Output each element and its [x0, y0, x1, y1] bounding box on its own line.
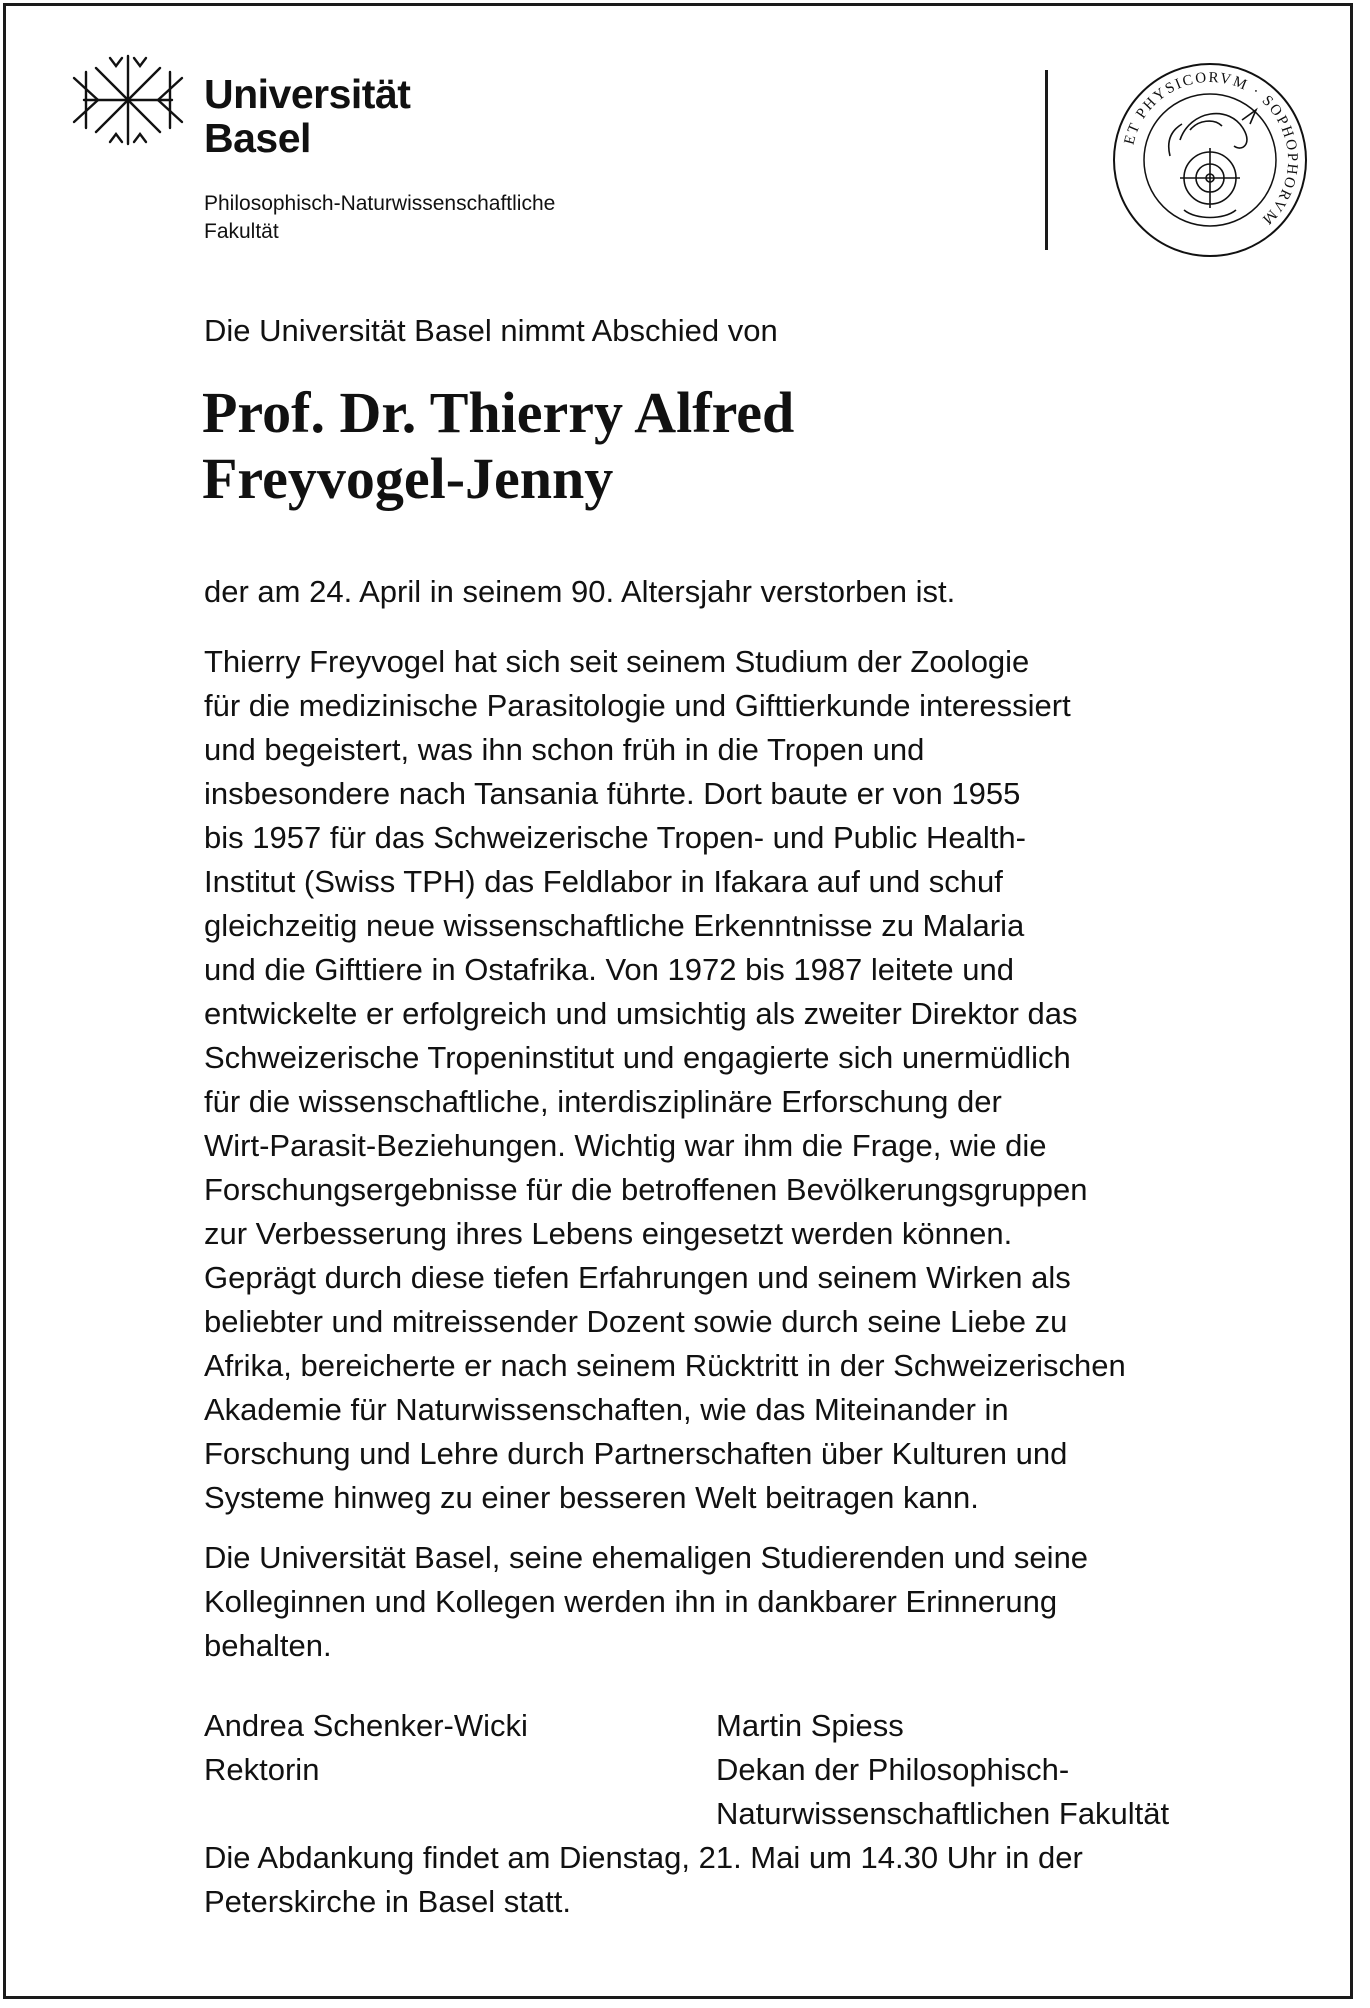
biography-line: Forschungsergebnisse für die betroffenen Bevölkerungsgruppen	[204, 1172, 1088, 1207]
biography-line: Forschung und Lehre durch Partnerschaften über Kulturen und	[204, 1436, 1068, 1471]
intro-text: Die Universität Basel nimmt Abschied von	[204, 313, 778, 348]
biography-line: entwickelte er erfolgreich und umsichtig als zweiter Direktor das	[204, 996, 1078, 1031]
faculty-seal-icon	[1110, 60, 1310, 260]
signatory-title: Rektorin	[204, 1752, 320, 1787]
biography-line: insbesondere nach Tansania führte. Dort baute er von 1955	[204, 776, 1021, 811]
faculty-line-2: Fakultät	[204, 220, 279, 243]
closing-line: Die Universität Basel, seine ehemaligen Studierenden und seine	[204, 1540, 1089, 1575]
deceased-name-line-1: Prof. Dr. Thierry Alfred	[202, 380, 795, 445]
closing-line: Kolleginnen und Kollegen werden ihn in dankbarer Erinnerung	[204, 1584, 1058, 1619]
biography-line: beliebter und mitreissender Dozent sowie durch seine Liebe zu	[204, 1304, 1068, 1339]
biography-line: bis 1957 für das Schweizerische Tropen- und Public Health-	[204, 820, 1026, 855]
signatory-name: Martin Spiess	[716, 1708, 904, 1743]
biography-line: Afrika, bereicherte er nach seinem Rücktritt in der Schweizerischen	[204, 1348, 1126, 1383]
closing-line: behalten.	[204, 1628, 332, 1663]
university-logo-icon	[68, 48, 188, 152]
biography-line: Systeme hinweg zu einer besseren Welt beitragen kann.	[204, 1480, 979, 1515]
biography-line: für die wissenschaftliche, interdisziplinäre Erforschung der	[204, 1084, 1002, 1119]
faculty-name	[204, 190, 555, 246]
biography-line: und die Gifttiere in Ostafrika. Von 1972 bis 1987 leitete und	[204, 952, 1014, 987]
funeral-line: Peterskirche in Basel statt.	[204, 1884, 571, 1919]
biography-line: für die medizinische Parasitologie und Gifttierkunde interessiert	[204, 688, 1071, 723]
deceased-name	[202, 380, 794, 512]
signatory-title: Dekan der Philosophisch-	[716, 1752, 1070, 1787]
signatory-name: Andrea Schenker-Wicki	[204, 1708, 528, 1743]
biography-line: Schweizerische Tropeninstitut und engagierte sich unermüdlich	[204, 1040, 1071, 1075]
biography-line: zur Verbesserung ihres Lebens eingesetzt werden können.	[204, 1216, 1013, 1251]
biography-line: Wirt-Parasit-Beziehungen. Wichtig war ihm die Frage, wie die	[204, 1128, 1047, 1163]
svg-text:ET PHYSICORVM · SOPHOPHORVM: ET PHYSICORVM · SOPHOPHORVM	[1121, 69, 1301, 229]
deceased-name-line-2: Freyvogel-Jenny	[202, 446, 614, 511]
biography-line: Thierry Freyvogel hat sich seit seinem Studium der Zoologie	[204, 644, 1030, 679]
faculty-line-1: Philosophisch-Naturwissenschaftliche	[204, 192, 556, 215]
signature-rector	[204, 1704, 528, 1792]
biography-line: Akademie für Naturwissenschaften, wie das Miteinander in	[204, 1392, 1009, 1427]
university-wordmark	[204, 72, 410, 160]
funeral-paragraph	[204, 1836, 1324, 1924]
closing-paragraph	[204, 1536, 1324, 1668]
signature-dean	[716, 1704, 1169, 1836]
wordmark-line-2: Basel	[204, 115, 311, 161]
biography-line: Geprägt durch diese tiefen Erfahrungen und seinem Wirken als	[204, 1260, 1071, 1295]
biography-paragraph	[204, 640, 1324, 1520]
biography-line: gleichzeitig neue wissenschaftliche Erkenntnisse zu Malaria	[204, 908, 1025, 943]
biography-line: Institut (Swiss TPH) das Feldlabor in Ifakara auf und schuf	[204, 864, 1003, 899]
death-notice-line: der am 24. April in seinem 90. Altersjahr verstorben ist.	[204, 574, 956, 609]
header-divider	[1045, 70, 1048, 250]
signatory-title: Naturwissenschaftlichen Fakultät	[716, 1796, 1170, 1831]
funeral-line: Die Abdankung findet am Dienstag, 21. Mai um 14.30 Uhr in der	[204, 1840, 1083, 1875]
wordmark-line-1: Universität	[204, 71, 411, 117]
biography-line: und begeistert, was ihn schon früh in die Tropen und	[204, 732, 925, 767]
